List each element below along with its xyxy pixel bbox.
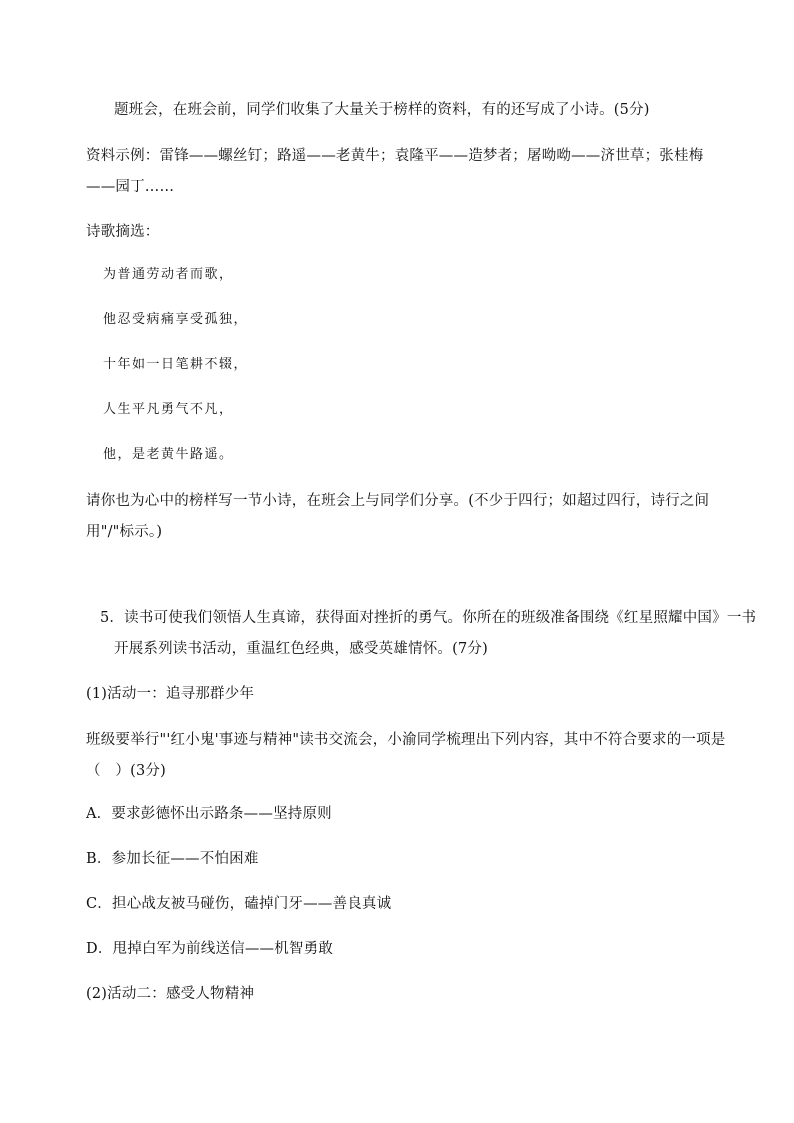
poem-line: 他，是老黄牛路遥。: [103, 447, 234, 462]
examples-paragraph: 资料示例：雷锋——螺丝钉；路遥——老黄牛；袁隆平——造梦者；屠呦呦——济世草；张桂梅——园丁……: [86, 148, 704, 195]
task-instruction: 请你也为心中的榜样写一节小诗，在班会上与同学们分享。(不少于四行；如超过四行，诗行之间用"/"标示。): [86, 493, 710, 540]
activity-2-title: (2)活动二：感受人物精神: [86, 986, 255, 1002]
activity-1-description: 班级要举行"'红小鬼'事迹与精神"读书交流会，小渝同学梳理出下列内容，其中不符合要求的一项是（ ）(3分): [86, 732, 726, 779]
poem-heading: 诗歌摘选：: [86, 224, 160, 240]
poem-line: 他忍受病痛享受孤独，: [103, 312, 249, 327]
poem-line: 人生平凡勇气不凡，: [103, 402, 234, 417]
poem-line: 十年如一日笔耕不辍，: [103, 357, 249, 372]
option-b: B．参加长征——不怕困难: [86, 851, 259, 867]
poem-line: 为普通劳动者而歌，: [103, 267, 234, 282]
option-a: A．要求彭德怀出示路条——坚持原则: [86, 806, 332, 822]
option-c: C．担心战友被马碰伤，磕掉门牙——善良真诚: [86, 896, 392, 912]
question-5-line2: 开展系列读书活动，重温红色经典，感受英雄情怀。(7分): [114, 641, 488, 657]
option-d: D．甩掉白军为前线送信——机智勇敢: [86, 941, 334, 957]
intro-line: 题班会，在班会前，同学们收集了大量关于榜样的资料，有的还写成了小诗。(5分): [114, 102, 650, 118]
activity-1-title: (1)活动一：追寻那群少年: [86, 686, 255, 702]
question-5-line1: 5．读书可使我们领悟人生真谛，获得面对挫折的勇气。你所在的班级准备围绕《红星照耀中国》一书: [100, 610, 757, 626]
